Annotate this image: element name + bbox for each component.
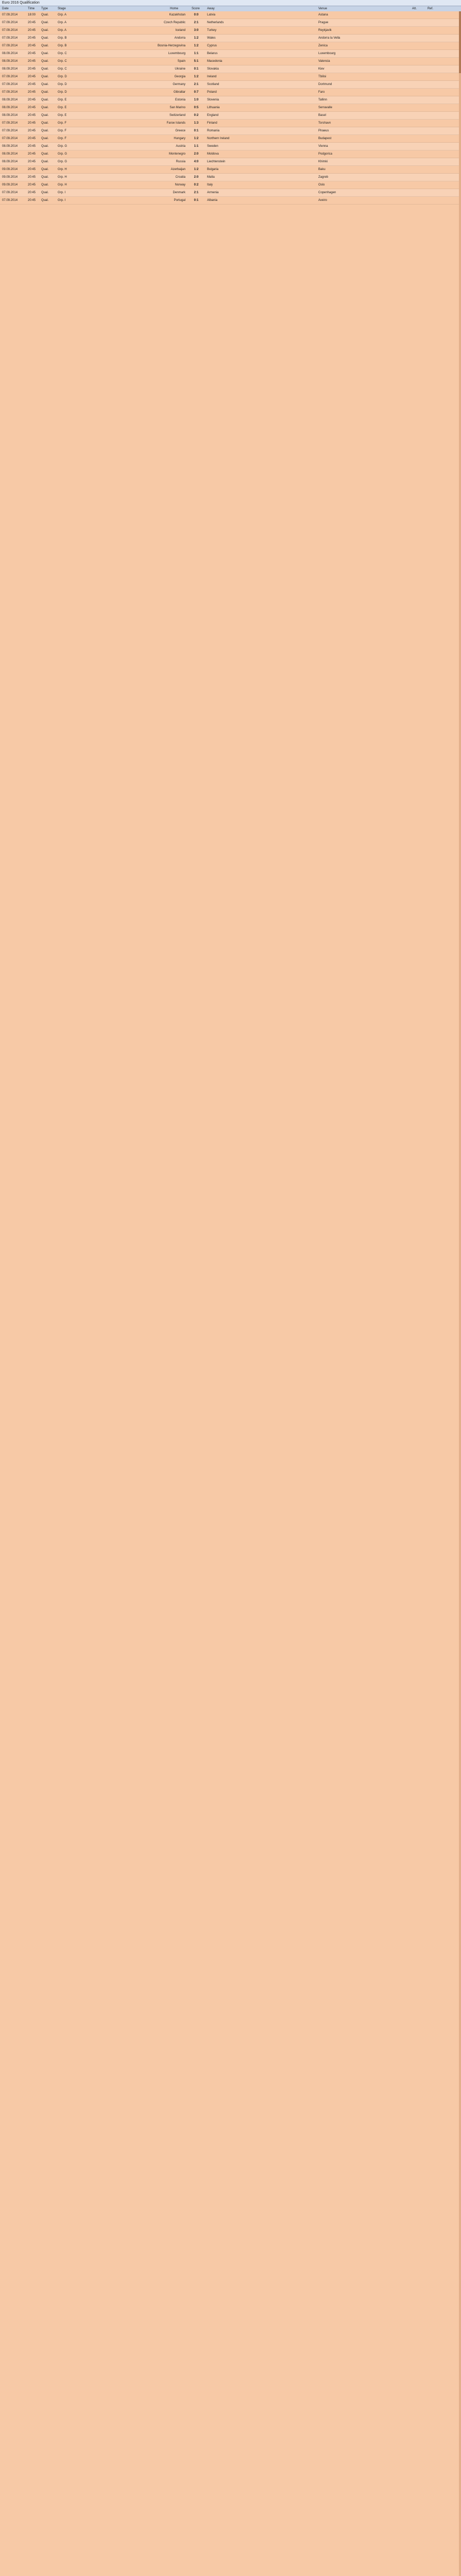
match-venue: Piraeus <box>318 129 329 132</box>
match-score: 1:2 <box>194 137 199 140</box>
home-team: Spain <box>177 60 185 63</box>
match-stage: Grp. I <box>58 199 66 202</box>
match-date: 08.09.2014 <box>2 106 18 109</box>
away-team: Wales <box>207 37 216 40</box>
match-venue: Basel <box>318 114 327 117</box>
match-venue: Kiev <box>318 67 325 71</box>
column-header-type[interactable]: Type <box>41 7 48 10</box>
away-team: England <box>207 114 219 117</box>
match-venue: Khimki <box>318 160 328 163</box>
away-team: Sweden <box>207 145 218 148</box>
match-time: 20:45 <box>28 160 36 163</box>
table-row[interactable] <box>0 174 461 181</box>
match-venue: Torshavn <box>318 122 331 125</box>
away-team: Slovakia <box>207 67 219 71</box>
match-venue: Dortmund <box>318 83 332 86</box>
match-score: 4:0 <box>194 160 199 163</box>
match-time: 20:45 <box>28 191 36 194</box>
match-type: Qual. <box>41 91 49 94</box>
away-team: Liechtenstein <box>207 160 226 163</box>
match-type: Qual. <box>41 21 49 24</box>
away-team: Cyprus <box>207 44 217 47</box>
match-venue: Valencia <box>318 60 330 63</box>
match-venue: Budapest <box>318 137 332 140</box>
table-row[interactable] <box>0 181 461 189</box>
home-team: Hungary <box>174 137 185 140</box>
match-stage: Grp. A <box>58 29 67 32</box>
match-type: Qual. <box>41 52 49 55</box>
home-team: Denmark <box>173 191 185 194</box>
home-team: Iceland <box>175 29 185 32</box>
match-stage: Grp. E <box>58 114 67 117</box>
match-list <box>0 11 461 205</box>
home-team: Russia <box>176 160 185 163</box>
away-team: Albania <box>207 199 218 202</box>
match-date: 08.09.2014 <box>2 160 18 163</box>
away-team: Turkey <box>207 29 217 32</box>
away-team: Italy <box>207 183 213 187</box>
match-date: 07.09.2014 <box>2 129 18 132</box>
home-team: Faroe Islands <box>166 122 185 125</box>
table-row[interactable] <box>0 81 461 89</box>
match-stage: Grp. A <box>58 13 67 16</box>
table-row[interactable] <box>0 11 461 19</box>
match-date: 07.09.2014 <box>2 13 18 16</box>
table-row[interactable] <box>0 166 461 174</box>
match-type: Qual. <box>41 176 49 179</box>
match-date: 07.09.2014 <box>2 137 18 140</box>
match-type: Qual. <box>41 67 49 71</box>
match-time: 20:45 <box>28 145 36 148</box>
match-stage: Grp. F <box>58 137 67 140</box>
match-time: 20:45 <box>28 91 36 94</box>
away-team: Malta <box>207 176 215 179</box>
match-type: Qual. <box>41 44 49 47</box>
column-header-time[interactable]: Time <box>28 7 35 10</box>
away-team: Poland <box>207 91 217 94</box>
match-venue: Copenhagen <box>318 191 336 194</box>
away-team: Scotland <box>207 83 219 86</box>
table-row[interactable] <box>0 104 461 112</box>
home-team: Andorra <box>174 37 185 40</box>
match-venue: Zenica <box>318 44 328 47</box>
match-stage: Grp. H <box>58 168 67 171</box>
match-score: 5:1 <box>194 60 199 63</box>
match-score: 3:0 <box>194 29 199 32</box>
match-date: 07.09.2014 <box>2 75 18 78</box>
match-date: 07.09.2014 <box>2 191 18 194</box>
away-team: Romania <box>207 129 220 132</box>
match-type: Qual. <box>41 145 49 148</box>
away-team: Latvia <box>207 13 216 16</box>
table-row[interactable] <box>0 197 461 205</box>
match-time: 20:45 <box>28 21 36 24</box>
away-team: Finland <box>207 122 217 125</box>
match-score: 0:2 <box>194 114 199 117</box>
match-score: 1:0 <box>194 98 199 101</box>
match-time: 20:45 <box>28 75 36 78</box>
match-time: 20:45 <box>28 199 36 202</box>
home-team: Georgia <box>174 75 185 78</box>
match-type: Qual. <box>41 13 49 16</box>
match-type: Qual. <box>41 98 49 101</box>
home-team: Montenegro <box>168 152 185 156</box>
home-team: Kazakhstan <box>169 13 185 16</box>
table-row[interactable] <box>0 143 461 150</box>
home-team: Greece <box>175 129 185 132</box>
match-type: Qual. <box>41 83 49 86</box>
column-header-score[interactable]: Score <box>192 7 200 10</box>
match-time: 20:45 <box>28 137 36 140</box>
match-time: 20:45 <box>28 60 36 63</box>
match-type: Qual. <box>41 114 49 117</box>
table-row[interactable] <box>0 112 461 120</box>
match-stage: Grp. G <box>58 145 67 148</box>
match-score: 2:1 <box>194 21 199 24</box>
match-score: 2:1 <box>194 191 199 194</box>
match-type: Qual. <box>41 60 49 63</box>
away-team: Moldova <box>207 152 219 156</box>
match-stage: Grp. B <box>58 37 67 40</box>
home-team: Bosnia-Herzegovina <box>157 44 185 47</box>
match-stage: Grp. D <box>58 91 67 94</box>
column-header-venue[interactable]: Venue <box>318 7 328 10</box>
match-date: 07.09.2014 <box>2 83 18 86</box>
table-row[interactable] <box>0 158 461 166</box>
match-venue: Podgorica <box>318 152 333 156</box>
away-team: Bulgaria <box>207 168 219 171</box>
home-team: Luxembourg <box>168 52 185 55</box>
column-header-home[interactable]: Home <box>170 7 179 10</box>
scrollbar-thumb[interactable] <box>459 11 461 73</box>
table-row[interactable] <box>0 35 461 42</box>
table-row[interactable] <box>0 150 461 158</box>
window-title: Euro 2016 Qualification <box>0 0 461 6</box>
match-venue: Prague <box>318 21 329 24</box>
match-stage: Grp. G <box>58 160 67 163</box>
match-venue: Tallinn <box>318 98 328 101</box>
away-team: Northern Ireland <box>207 137 230 140</box>
match-score: 0:1 <box>194 129 199 132</box>
match-score: 0:7 <box>194 91 199 94</box>
match-stage: Grp. B <box>58 44 67 47</box>
table-row[interactable] <box>0 27 461 35</box>
match-date: 07.09.2014 <box>2 21 18 24</box>
match-venue: Astana <box>318 13 328 16</box>
home-team: Azerbaijan <box>170 168 185 171</box>
match-date: 08.09.2014 <box>2 98 18 101</box>
match-type: Qual. <box>41 168 49 171</box>
match-score: 1:2 <box>194 44 199 47</box>
match-date: 08.09.2014 <box>2 145 18 148</box>
away-team: Belarus <box>207 52 218 55</box>
match-stage: Grp. D <box>58 83 67 86</box>
away-team: Slovenia <box>207 98 219 101</box>
table-row[interactable] <box>0 120 461 127</box>
match-type: Qual. <box>41 152 49 156</box>
match-date: 08.09.2014 <box>2 152 18 156</box>
home-team: Ukraine <box>175 67 185 71</box>
match-stage: Grp. G <box>58 152 67 156</box>
match-time: 20:45 <box>28 152 36 156</box>
match-type: Qual. <box>41 29 49 32</box>
match-score: 0:2 <box>194 183 199 187</box>
home-team: San Marino <box>169 106 185 109</box>
match-date: 09.09.2014 <box>2 176 18 179</box>
match-venue: Serravalle <box>318 106 333 109</box>
match-date: 09.09.2014 <box>2 168 18 171</box>
match-time: 20:45 <box>28 129 36 132</box>
away-team: Lithuania <box>207 106 220 109</box>
match-stage: Grp. D <box>58 75 67 78</box>
column-header-stage[interactable]: Stage <box>58 7 66 10</box>
match-stage: Grp. E <box>58 106 67 109</box>
table-row[interactable] <box>0 96 461 104</box>
table-row[interactable] <box>0 127 461 135</box>
match-stage: Grp. C <box>58 67 67 71</box>
table-row[interactable] <box>0 19 461 27</box>
match-time: 20:45 <box>28 122 36 125</box>
home-team: Austria <box>176 145 185 148</box>
match-type: Qual. <box>41 191 49 194</box>
match-stage: Grp. H <box>58 183 67 187</box>
match-stage: Grp. C <box>58 60 67 63</box>
match-stage: Grp. F <box>58 129 67 132</box>
match-score: 1:2 <box>194 37 199 40</box>
home-team: Estonia <box>175 98 185 101</box>
match-time: 20:45 <box>28 29 36 32</box>
match-type: Qual. <box>41 137 49 140</box>
match-time: 20:45 <box>28 37 36 40</box>
match-stage: Grp. H <box>58 176 67 179</box>
match-venue: Baku <box>318 168 326 171</box>
match-score: 0:5 <box>194 106 199 109</box>
table-header <box>0 6 461 11</box>
away-team: Netherlands <box>207 21 224 24</box>
table-row[interactable] <box>0 42 461 50</box>
match-type: Qual. <box>41 122 49 125</box>
match-venue: Reykjavik <box>318 29 332 32</box>
home-team: Norway <box>175 183 185 187</box>
table-row[interactable] <box>0 189 461 197</box>
match-time: 20:45 <box>28 176 36 179</box>
home-team: Czech Republic <box>163 21 185 24</box>
match-stage: Grp. I <box>58 191 66 194</box>
match-score: 0:0 <box>194 13 199 16</box>
match-date: 07.09.2014 <box>2 29 18 32</box>
match-time: 20:45 <box>28 83 36 86</box>
match-time: 20:45 <box>28 114 36 117</box>
match-date: 08.09.2014 <box>2 60 18 63</box>
match-score: 1:1 <box>194 52 199 55</box>
match-date: 08.09.2014 <box>2 67 18 71</box>
match-score: 1:1 <box>194 145 199 148</box>
match-type: Qual. <box>41 160 49 163</box>
table-row[interactable] <box>0 89 461 96</box>
away-team: Ireland <box>207 75 217 78</box>
match-time: 20:45 <box>28 98 36 101</box>
match-score: 1:3 <box>194 122 199 125</box>
match-score: 0:1 <box>194 199 199 202</box>
match-time: 20:45 <box>28 183 36 187</box>
match-type: Qual. <box>41 199 49 202</box>
match-venue: Zagreb <box>318 176 329 179</box>
match-stage: Grp. C <box>58 52 67 55</box>
match-stage: Grp. E <box>58 98 67 101</box>
table-row[interactable] <box>0 135 461 143</box>
table-row[interactable] <box>0 65 461 73</box>
match-time: 20:45 <box>28 168 36 171</box>
match-score: 2:0 <box>194 152 199 156</box>
match-date: 07.09.2014 <box>2 122 18 125</box>
match-venue: Aveiro <box>318 199 327 202</box>
match-date: 09.09.2014 <box>2 183 18 187</box>
away-team: Macedonia <box>207 60 223 63</box>
match-date: 07.09.2014 <box>2 91 18 94</box>
match-venue: Luxembourg <box>318 52 336 55</box>
match-score: 1:2 <box>194 168 199 171</box>
match-type: Qual. <box>41 183 49 187</box>
home-team: Switzerland <box>169 114 185 117</box>
match-type: Qual. <box>41 129 49 132</box>
match-date: 08.09.2014 <box>2 114 18 117</box>
match-stage: Grp. A <box>58 21 67 24</box>
match-type: Qual. <box>41 75 49 78</box>
column-header-attendance[interactable]: Att. <box>412 7 417 10</box>
away-team: Armenia <box>207 191 219 194</box>
match-date: 08.09.2014 <box>2 52 18 55</box>
column-header-away[interactable]: Away <box>207 7 215 10</box>
match-type: Qual. <box>41 106 49 109</box>
match-date: 07.09.2014 <box>2 37 18 40</box>
match-time: 20:45 <box>28 67 36 71</box>
column-header-referee[interactable]: Ref. <box>428 7 434 10</box>
match-venue: Tbilisi <box>318 75 327 78</box>
match-stage: Grp. F <box>58 122 67 125</box>
home-team: Germany <box>173 83 185 86</box>
home-team: Croatia <box>175 176 185 179</box>
table-row[interactable] <box>0 73 461 81</box>
match-date: 07.09.2014 <box>2 199 18 202</box>
match-type: Qual. <box>41 37 49 40</box>
match-venue: Oslo <box>318 183 325 187</box>
match-venue: Andorra la Vella <box>318 37 340 40</box>
scrollbar[interactable] <box>459 11 461 2576</box>
match-time: 20:45 <box>28 106 36 109</box>
match-time: 18:00 <box>28 13 36 16</box>
home-team: Gibraltar <box>173 91 185 94</box>
match-venue: Vienna <box>318 145 328 148</box>
match-score: 1:2 <box>194 75 199 78</box>
match-score: 2:1 <box>194 83 199 86</box>
column-header-date[interactable]: Date <box>2 7 9 10</box>
match-time: 20:45 <box>28 44 36 47</box>
match-date: 07.09.2014 <box>2 44 18 47</box>
match-score: 0:1 <box>194 67 199 71</box>
table-row[interactable] <box>0 50 461 58</box>
home-team: Portugal <box>174 199 185 202</box>
match-time: 20:45 <box>28 52 36 55</box>
table-row[interactable] <box>0 58 461 65</box>
match-venue: Faro <box>318 91 325 94</box>
match-score: 2:0 <box>194 176 199 179</box>
